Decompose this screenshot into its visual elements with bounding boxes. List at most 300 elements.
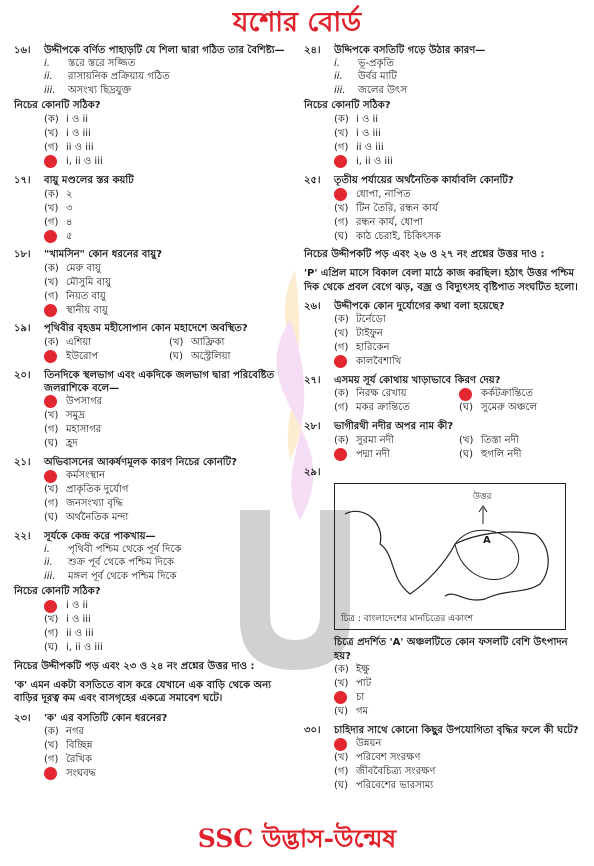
answer-option[interactable]: [334, 127, 584, 141]
question-header: [14, 44, 294, 57]
question-prompt: নিচের কোনটি সঠিক?: [304, 99, 391, 111]
answer-option[interactable]: [44, 215, 294, 229]
question-stem: চাহিদার সাথে কোনো কিছুর উপযোগিতা বৃদ্ধির ফলে কী ঘটে?: [334, 724, 579, 736]
question-block: [14, 44, 294, 169]
passage-text: নিচের উদ্দীপকটি পড় এবং ২৬ ও ২৭ নং প্রশ্নের উত্তর দাও :: [304, 249, 545, 261]
north-arrow-icon: [479, 506, 487, 524]
map-caption: চিত্র : বাংলাদেশের মানচিত্রের একাংশ: [341, 613, 474, 624]
statement-text: পৃথিবী পশ্চিম থেকে পূর্ব দিকে: [68, 544, 182, 556]
option-label: (খ): [44, 202, 59, 214]
question-header: [304, 420, 584, 433]
option-label: [44, 600, 66, 613]
answer-option[interactable]: [334, 751, 584, 765]
correct-answer-marker-icon: [334, 738, 347, 751]
option-label: (গ): [44, 290, 59, 302]
option-list: [44, 599, 294, 655]
question-number: ২৭।: [304, 374, 321, 386]
question-stem: উদ্দীপকে বর্ণিত পাহাড়টি যে শিলা দ্বারা গঠিত তার বৈশিষ্ট্য—: [44, 45, 285, 56]
answer-option[interactable]: [44, 641, 294, 655]
option-label: (খ): [334, 202, 349, 214]
correct-answer-marker-icon: [44, 304, 57, 317]
option-text: এশিয়া: [66, 336, 92, 348]
statement-text: শুক্র পূর্ব থেকে পশ্চিম দিকে: [68, 557, 174, 569]
answer-option[interactable]: [334, 433, 459, 447]
correct-answer-marker-icon: [44, 230, 57, 243]
option-list: [334, 737, 584, 793]
option-label: (ঘ): [334, 780, 348, 792]
option-label: (গ): [334, 402, 349, 414]
option-label: (ঘ): [459, 448, 473, 460]
answer-option[interactable]: [44, 483, 294, 497]
answer-option[interactable]: [44, 767, 294, 781]
option-text: i ও ii: [66, 600, 89, 612]
option-text: i ও iii: [356, 128, 381, 140]
option-text: i, ii ও iii: [66, 642, 103, 654]
option-label: (গ): [44, 142, 59, 154]
statement-list: [334, 57, 584, 97]
question-stem: এসময় সূর্য কোথায় খাড়াভাবে কিরণ দেয়?: [334, 374, 501, 386]
question-block: [304, 300, 584, 369]
statement-item: [334, 57, 584, 70]
question-block: [304, 174, 584, 243]
statement-numeral: i.: [44, 544, 50, 556]
answer-option[interactable]: [44, 113, 294, 127]
option-text: মহাসাগর: [66, 424, 102, 436]
question-number: ২৪।: [304, 45, 321, 56]
answer-option[interactable]: [334, 355, 584, 369]
answer-option[interactable]: [44, 739, 294, 753]
option-label: (ক): [44, 262, 59, 274]
question-block: [14, 456, 294, 525]
answer-option[interactable]: [44, 303, 294, 317]
answer-option[interactable]: [44, 599, 294, 613]
option-text: কালবৈশাখি: [356, 356, 402, 368]
map-north-label: উত্তর: [473, 492, 492, 503]
statement-numeral: ii.: [44, 557, 53, 569]
answer-option[interactable]: [44, 141, 294, 155]
statement-text: স্তরে স্তরে সজ্জিত: [68, 58, 136, 70]
answer-option[interactable]: [334, 705, 584, 719]
option-text: মেরু বায়ু: [66, 262, 101, 274]
question-stem: পৃথিবীর বৃহত্তম মহীসোপান কোন মহাদেশে অবস্থিত?: [44, 323, 248, 335]
option-text: পরিবেশ সংরক্ষণ: [356, 752, 421, 764]
option-list: [44, 725, 294, 781]
statement-numeral: ii.: [44, 71, 53, 83]
option-label: (গ): [44, 498, 59, 510]
option-label: [44, 350, 66, 363]
answer-option[interactable]: [459, 387, 584, 401]
question-block: [14, 248, 294, 317]
option-label: (খ): [44, 740, 59, 752]
answer-option[interactable]: [334, 779, 584, 793]
answer-option[interactable]: [334, 155, 584, 169]
option-text: ii ও iii: [66, 628, 94, 640]
answer-option[interactable]: [44, 753, 294, 767]
statement-text: রাসায়নিক প্রক্রিয়ায় গঠিত: [68, 71, 170, 83]
option-text: ii ও iii: [356, 142, 384, 154]
statement-numeral: iii.: [44, 84, 56, 96]
left-question-column: [14, 44, 294, 786]
statement-list: [44, 543, 294, 583]
question-block: [304, 374, 584, 415]
statement-item: [334, 84, 584, 97]
correct-answer-marker-icon: [334, 155, 347, 168]
question-header: [304, 174, 584, 187]
option-label: [44, 230, 66, 243]
answer-option[interactable]: [44, 423, 294, 437]
option-label: [44, 155, 66, 168]
option-label: (ঘ): [44, 438, 58, 450]
option-label: (ক): [334, 114, 349, 126]
option-label: [334, 188, 356, 201]
answer-option[interactable]: [44, 127, 294, 141]
statement-text: মঙ্গল পূর্ব থেকে পশ্চিম দিকে: [68, 570, 177, 582]
option-text: বিচ্ছিন্ন: [66, 740, 93, 752]
question-stem: ভাগীরথী নদীর অপর নাম কী?: [334, 421, 454, 433]
question-header: [304, 466, 584, 479]
question-number: ১৭।: [14, 174, 31, 186]
statement-item: [44, 84, 294, 97]
option-text: জনসংখ্যা বৃদ্ধি: [66, 498, 124, 510]
option-label: (গ): [44, 628, 59, 640]
option-text: পাট: [356, 678, 372, 690]
option-text: কর্কটক্রান্তিতে: [481, 388, 533, 400]
answer-option[interactable]: [44, 725, 294, 739]
question-header: [14, 248, 294, 261]
option-list: [334, 663, 584, 719]
option-label: (খ): [44, 484, 59, 496]
option-text: তিস্তা নদী: [481, 434, 519, 446]
option-label: [334, 738, 356, 751]
question-stem: সূর্যকে কেন্দ্র করে পাকখায়—: [44, 531, 156, 543]
option-text: পরিবেশের ভারসাম্য: [356, 780, 434, 792]
option-text: নিয়ত বায়ু: [66, 290, 106, 302]
answer-option[interactable]: [334, 215, 584, 229]
answer-option[interactable]: [44, 613, 294, 627]
option-text: অস্ট্রেলিয়া: [191, 350, 231, 362]
option-label: [334, 448, 356, 461]
option-list: [334, 433, 584, 461]
statement-list: [44, 57, 294, 97]
option-label: (ঘ): [334, 706, 348, 718]
option-label: [44, 304, 66, 317]
answer-option[interactable]: [334, 141, 584, 155]
question-block: [304, 420, 584, 461]
option-text: অর্থনৈতিক মন্দা: [66, 512, 129, 524]
answer-option[interactable]: [459, 401, 584, 415]
question-number: ২৬।: [304, 300, 321, 312]
option-label: [334, 691, 356, 704]
answer-option[interactable]: [334, 663, 584, 677]
option-label: (খ): [334, 128, 349, 140]
option-text: নগর: [66, 726, 85, 738]
option-label: (ক): [334, 434, 349, 446]
answer-option[interactable]: [44, 627, 294, 641]
question-header: [14, 174, 294, 187]
map-region-label: A: [483, 535, 491, 547]
option-list: [334, 313, 584, 369]
answer-option[interactable]: [44, 497, 294, 511]
option-text: টাইফুন: [356, 328, 383, 340]
answer-option[interactable]: [44, 437, 294, 451]
option-label: [44, 470, 66, 483]
question-stem: তৃতীয় পর্যায়ের অর্থনৈতিক কার্যাবলি কোনটি?: [334, 174, 514, 186]
question-number: ২০।: [14, 369, 31, 381]
statement-numeral: iii.: [44, 570, 56, 582]
statement-text: অসংখ্য ছিদ্রযুক্ত: [68, 84, 132, 96]
correct-answer-marker-icon: [44, 600, 57, 613]
answer-option[interactable]: [44, 155, 294, 169]
option-label: (খ): [169, 336, 184, 348]
answer-option[interactable]: [44, 395, 294, 409]
question-header: [14, 322, 294, 335]
option-label: (ঘ): [44, 512, 58, 524]
option-text: নিরক্ষ রেখায়: [356, 388, 407, 400]
option-label: (খ): [334, 328, 349, 340]
option-text: আফ্রিকা: [191, 336, 225, 348]
answer-option[interactable]: [44, 261, 294, 275]
correct-answer-marker-icon: [334, 355, 347, 368]
question-stem: চিত্রে প্রদর্শিত 'A' অঞ্চলটিতে কোন ফসলটি বেশি উৎপাদন হয়?: [334, 637, 568, 662]
statement-item: [44, 556, 294, 569]
correct-answer-marker-icon: [459, 388, 472, 401]
statement-numeral: ii.: [334, 71, 343, 83]
option-text: i, ii ও iii: [66, 156, 103, 168]
option-label: (গ): [44, 754, 59, 766]
question-header: [304, 724, 584, 737]
answer-option[interactable]: [334, 229, 584, 243]
option-text: ২: [66, 188, 73, 200]
option-label: [44, 395, 66, 408]
answer-option[interactable]: [459, 447, 584, 461]
option-text: হ্রদ: [66, 438, 78, 450]
option-label: [44, 767, 66, 780]
option-list: [44, 395, 294, 451]
question-stem: অভিবাসনের আকর্ষণমূলক কারণ নিচের কোনটি?: [44, 456, 237, 468]
option-text: চা: [356, 692, 365, 704]
passage-text: নিচের উদ্দীপকটি পড় এবং ২৩ ও ২৪ নং প্রশ্নের উত্তর দাও :: [14, 661, 255, 672]
answer-option[interactable]: [44, 350, 169, 364]
option-label: (খ): [334, 752, 349, 764]
question-block: [14, 369, 294, 451]
option-label: (গ): [334, 342, 349, 354]
question-number: ২৫।: [304, 174, 321, 186]
statement-text: উর্বর মাটি: [358, 71, 397, 83]
option-text: i, ii ও iii: [356, 156, 393, 168]
option-list: [334, 187, 584, 243]
option-label: (ক): [44, 336, 59, 348]
statement-item: [44, 70, 294, 83]
option-text: টিন তৈরি, রন্ধন কার্য: [356, 202, 438, 214]
option-label: (ক): [44, 114, 59, 126]
statement-numeral: iii.: [334, 84, 346, 96]
answer-option[interactable]: [334, 447, 459, 461]
option-text: i ও ii: [356, 114, 379, 126]
option-text: রন্ধন কার্য, ধোপা: [356, 216, 423, 228]
answer-option[interactable]: [459, 433, 584, 447]
option-text: ৪: [66, 216, 73, 228]
answer-option[interactable]: [44, 201, 294, 215]
option-text: মৌসুমি বায়ু: [66, 276, 112, 288]
question-stem: উদ্দিপকে বসতিটি গড়ে উঠার কারণ—: [334, 45, 486, 56]
option-label: [459, 388, 481, 401]
footer-brand: SSC উদ্ভাস-উন্মেষ: [197, 824, 397, 853]
option-list: [44, 261, 294, 317]
answer-option[interactable]: [169, 336, 294, 350]
statement-item: [44, 543, 294, 556]
statement-numeral: i.: [334, 58, 340, 70]
statement-item: [44, 570, 294, 583]
option-text: কাঠ চেরাই, চিকিৎসক: [356, 230, 441, 242]
option-label: (খ): [44, 614, 59, 626]
option-label: (গ): [44, 216, 59, 228]
question-stem: 'ক' এর বসতিটি কোন ধরনের?: [44, 712, 168, 724]
question-number: ১৮।: [14, 249, 31, 261]
answer-option[interactable]: [334, 313, 584, 327]
map-border-line: [345, 512, 548, 601]
option-label: (খ): [334, 678, 349, 690]
option-text: ৩: [66, 202, 73, 214]
option-label: (ক): [44, 726, 59, 738]
question-block: [304, 466, 584, 719]
option-text: সুমেরু অঞ্চলে: [481, 402, 537, 414]
option-text: হারিকেন: [356, 342, 390, 354]
answer-option[interactable]: [334, 677, 584, 691]
answer-option[interactable]: [44, 229, 294, 243]
answer-option[interactable]: [44, 275, 294, 289]
answer-option[interactable]: [44, 336, 169, 350]
question-stem: বায়ু মণ্ডলের স্তর কয়টি: [44, 174, 134, 186]
question-header: [14, 456, 294, 469]
answer-option[interactable]: [44, 511, 294, 525]
option-text: স্থানীয় বায়ু: [66, 304, 108, 316]
statement-text: জলের উৎস: [358, 84, 407, 96]
question-prompt: নিচের কোনটি সঠিক?: [14, 585, 101, 597]
correct-answer-marker-icon: [334, 691, 347, 704]
option-label: (ঘ): [44, 642, 58, 654]
question-stem: "খামসিন" কোন ধরনের বায়ু?: [44, 249, 162, 261]
passage-text: 'P' এপ্রিল মাসে বিকাল বেলা মাঠে কাজ করছিল। হঠাৎ উত্তর পশ্চিম দিক থেকে প্রবল বেগে ঝড়, বজ্র ও বিদ্যুৎসহ বৃষ্টিপাত সংঘটিত হলো।: [304, 268, 578, 293]
correct-answer-marker-icon: [334, 448, 347, 461]
option-text: i ও iii: [66, 614, 91, 626]
option-list: [44, 113, 294, 169]
question-number: ২৮।: [304, 421, 321, 433]
question-prompt: নিচের কোনটি সঠিক?: [14, 99, 101, 111]
answer-option[interactable]: [334, 401, 459, 415]
correct-answer-marker-icon: [44, 470, 57, 483]
option-text: উন্নয়ন: [356, 738, 382, 750]
answer-option[interactable]: [44, 187, 294, 201]
answer-option[interactable]: [44, 289, 294, 303]
question-stem: তিনদিকে স্থলভাগ এবং একদিকে জলভাগ দ্বারা পরিবেষ্টিত জলরাশিকে বলে—: [44, 369, 275, 394]
option-text: কর্মসংস্থান: [66, 470, 105, 482]
correct-answer-marker-icon: [44, 350, 57, 363]
option-label: (ক): [334, 664, 349, 676]
option-text: রৈখিক: [66, 754, 92, 766]
option-text: ইউরোপ: [66, 350, 99, 362]
question-header: [14, 712, 294, 725]
option-label: (গ): [334, 216, 349, 228]
question-number: ২১।: [14, 456, 31, 468]
bangladesh-map-outline: [335, 484, 565, 629]
answer-option[interactable]: [44, 469, 294, 483]
answer-option[interactable]: [334, 187, 584, 201]
question-number: ২২।: [14, 531, 31, 543]
option-text: ইক্ষু: [356, 664, 370, 676]
option-text: জীববৈচিত্র্য সংরক্ষণ: [356, 766, 436, 778]
answer-option[interactable]: [334, 327, 584, 341]
answer-option[interactable]: [334, 737, 584, 751]
option-text: পদ্মা নদী: [356, 448, 390, 460]
statement-numeral: i.: [44, 58, 50, 70]
question-header: [14, 369, 294, 395]
passage-text: 'ক' এমন একটা বসতিতে বাস করে যেখানে এক বাড়ি থেকে অন্য বাড়ির দূরত্ব কম এবং বাসগৃহের একত্রে সমাবেশ ঘটে।: [14, 680, 272, 705]
map-figure: [334, 483, 566, 630]
answer-option[interactable]: [169, 350, 294, 364]
option-text: সুরমা নদী: [356, 434, 394, 446]
option-text: i ও iii: [66, 128, 91, 140]
question-block: [304, 44, 584, 169]
option-label: (ঘ): [169, 350, 183, 362]
option-text: সংঘবদ্ধ: [66, 768, 96, 780]
option-label: (ঘ): [334, 230, 348, 242]
answer-option[interactable]: [334, 387, 459, 401]
answer-option[interactable]: [334, 113, 584, 127]
statement-item: [44, 57, 294, 70]
option-text: প্রাকৃতিক দুর্যোগ: [66, 484, 129, 496]
answer-option[interactable]: [334, 201, 584, 215]
answer-option[interactable]: [44, 409, 294, 423]
option-text: ii ও iii: [66, 142, 94, 154]
statement-item: [334, 70, 584, 83]
option-label: (গ): [334, 766, 349, 778]
question-block: [14, 712, 294, 781]
option-list: [334, 387, 584, 415]
answer-option[interactable]: [334, 691, 584, 705]
answer-option[interactable]: [334, 341, 584, 355]
option-text: ধোপা, নাপিত: [356, 188, 411, 200]
option-list: [44, 469, 294, 525]
correct-answer-marker-icon: [44, 767, 57, 780]
option-label: [334, 155, 356, 168]
question-header: [304, 44, 584, 57]
option-label: (গ): [334, 142, 349, 154]
option-label: (ক): [334, 314, 349, 326]
question-number: ১৬।: [14, 45, 31, 56]
correct-answer-marker-icon: [334, 188, 347, 201]
option-text: সমুদ্র: [66, 410, 85, 422]
option-text: ৫: [66, 230, 73, 242]
option-text: i ও ii: [66, 114, 89, 126]
right-question-column: [304, 44, 584, 798]
page-title: যশোর বোর্ড: [232, 7, 362, 38]
option-label: (খ): [459, 434, 474, 446]
question-block: [14, 530, 294, 655]
option-label: (ক): [44, 188, 59, 200]
option-label: (খ): [44, 128, 59, 140]
option-text: গম: [356, 706, 369, 718]
option-list: [44, 336, 294, 364]
option-label: (খ): [44, 276, 59, 288]
question-block: [14, 322, 294, 363]
option-text: হুগলি নদী: [481, 448, 522, 460]
question-block: [14, 174, 294, 243]
question-number: ১৯।: [14, 323, 31, 335]
question-number: ২৯।: [304, 467, 321, 479]
question-number: ২৩।: [14, 712, 31, 724]
question-header: [304, 374, 584, 387]
answer-option[interactable]: [334, 765, 584, 779]
